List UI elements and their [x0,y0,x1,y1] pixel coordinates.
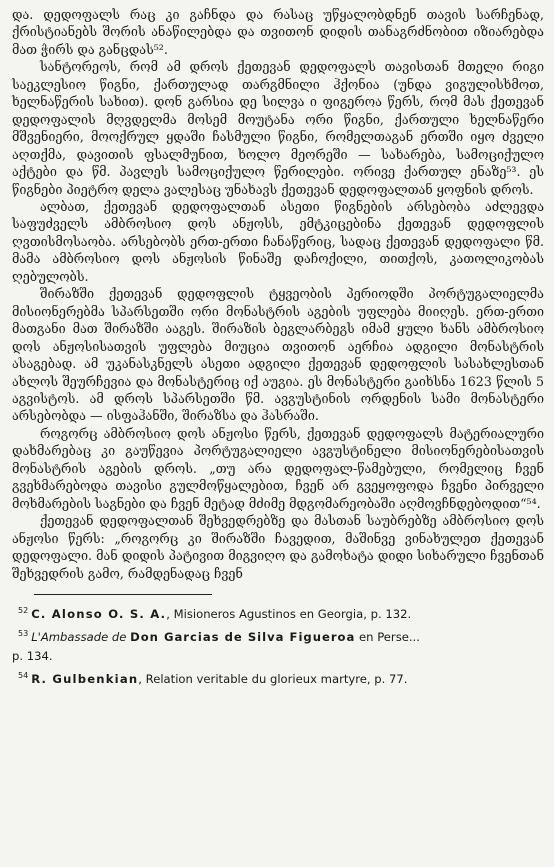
footnote-54: $^{54}$ R. Gulbenkian, Relation veritable du glorieux martyre, p. 77. [18,670,408,686]
footnote-title: Relation veritable du glorieux martyre [145,671,367,686]
footnote-53 [12,624,544,647]
footnote-author: R. Gulbenkian [31,671,139,686]
paragraph-3: ალბათ, ქეთევან დედოფალთან ასეთი წიგნების არსებობა აძლევდა საფუძველს ამბროსიო დოს ანჟოსს, ემტკიცებინა ქეთევან დედოფლის ღვთისმოსაობა. არსებობს ერთ-ერთი ჩანაწერიც, სადაც ქეთევან დედოფალი წმ. მამა ამბროსიო დოს ანჟოსის წინაშე დაჩოქილი, თითქოს, კათოლიკობას ღებულობს. [12,198,544,284]
footnote-number: 52 [18,605,29,615]
main-text [12,6,544,582]
footnote-pages: en Perse... [355,629,420,644]
footnotes [12,601,544,689]
footnote-title-prefix: L'Ambassade de [31,629,131,644]
footnote-title: Misioneros Agustinos en Georgia [173,606,364,621]
footnote-author: Don Garcias de Silva Figueroa [130,629,356,644]
paragraph-4: შირაზში ქეთევან დედოფლის ტყვეობის პერიოდში პორტუგალიელმა მისიონერებმა სპარსეთში ორი მონასტრის აგების უფლება მიიღეს. ერთ-ერთი მათგანი მათ შირაზში ააგეს. შირაზის ბეგლარბეგს იმამ ყული ხანს ამბროსიო დოს ანჟოსისათვის უფლება მიუცია თვითონ აერჩია ადგილი მონასტრის ასაგებად. ამ უკანასკნელს ასეთი ადგილი ქეთევან დედოფლის სასახლესთან ახლოს შეურჩევია და მონასტერიც იქ აუგია. ეს მონასტერი გაიხსნა 1623 წლის 5 აგვისტოს. ამ დროს სპარსეთში წმ. ავგუსტინის ორდენის სამი მონასტერი არსებობდა — ისფაჰანში, შირაზსა და ჰასრაში. [12,286,544,424]
footnote-pages: , p. 132. [363,606,412,621]
footnote-divider [34,594,212,595]
paragraph-2: სანტორეოს, რომ ამ დროს ქეთევან დედოფალს თავისთან მთელი რიგი საეკლესიო წიგნი, ქართულად თარგმნილი ჰქონია (უნდა ვიგულისხმოთ, ხელნაწერის სახით). დონ გარსია დე სილვა ი ფიგეროა წერს, რომ მას ქეთევან დედოფალის მღვდელმა მოსემ მოუტანა ორი წიგნი, ქართული ხელნაწერი მშვენიერი, მოოქრულ ყდაში ჩასმული წიგნი, რომელთაგან ერთში იყო ძველი აღთქმა, დავითის ფსალმუნით, ხოლო მეორეში — სახარება, სამოციქულო აქტები და წმ. პავლეს სამოციქულო წერილები. ორივე ქართულ ენაზე⁵³. ეს წიგნები პიეტრო დელა ვალესაც უნახავს ქეთევან დედოფალთან ყოფნის დროს. [12,59,544,197]
footnote-number: 53 [18,628,29,638]
footnote-52: $^{52}$ C. Alonso O. S. A., Misioneros Agustinos en Georgia, p. 132. [18,605,412,621]
footnote-pages: p. 134. [12,648,53,663]
paragraph-6: ქეთევან დედოფალთან შეხვედრებზე და მასთან საუბრებზე ამბროსიო დოს ანჟოსი წერს: „როგორც კი შირაზში ჩავედით, მაშინვე ვინახულეთ ქეთევან დედოფალი. მან დიდის პატივით მიგვიღო და გამოხატა დიდი სიხარული ჩვენთან შეხვედრის გამო, რამდენადაც ჩვენ [12,513,544,581]
footnote-53-continued [12,647,544,666]
footnote-number: 54 [18,670,29,680]
paragraph-5: როგორც ამბროსიო დოს ანჟოსი წერს, ქეთევან დედოფალს მატერიალური დახმარებაც კი გაუწევია პორტუგალიელი ავგუსტინელი მისიონერებისათვის მონასტრის აგების დროს. „თუ არა დედოფალ-წამებული, რომელიც ჩვენ გვეხმარებოდა თავისი გულმოწყალებით, ჩვენ არ გვეყოფოდა ჩვენი პირველი მოხმარების საგნები და ჩვენ მეტად მძიმე მდგომარეობაში აღმოვჩნდებოდით“⁵⁴. [12,425,544,511]
paragraph-1: და. დედოფალს რაც კი გაჩნდა და რასაც უწყალობდნენ თავის სარჩენად, ქრისტიანებს შორის ანაწილებდა და თვითონ დიდის თანაგრძნობით იზიარებდა მათ ჭირს და განცდას⁵². [12,7,544,57]
footnote-pages: , p. 77. [366,671,408,686]
footnote-author: C. Alonso O. S. A. [31,606,167,621]
